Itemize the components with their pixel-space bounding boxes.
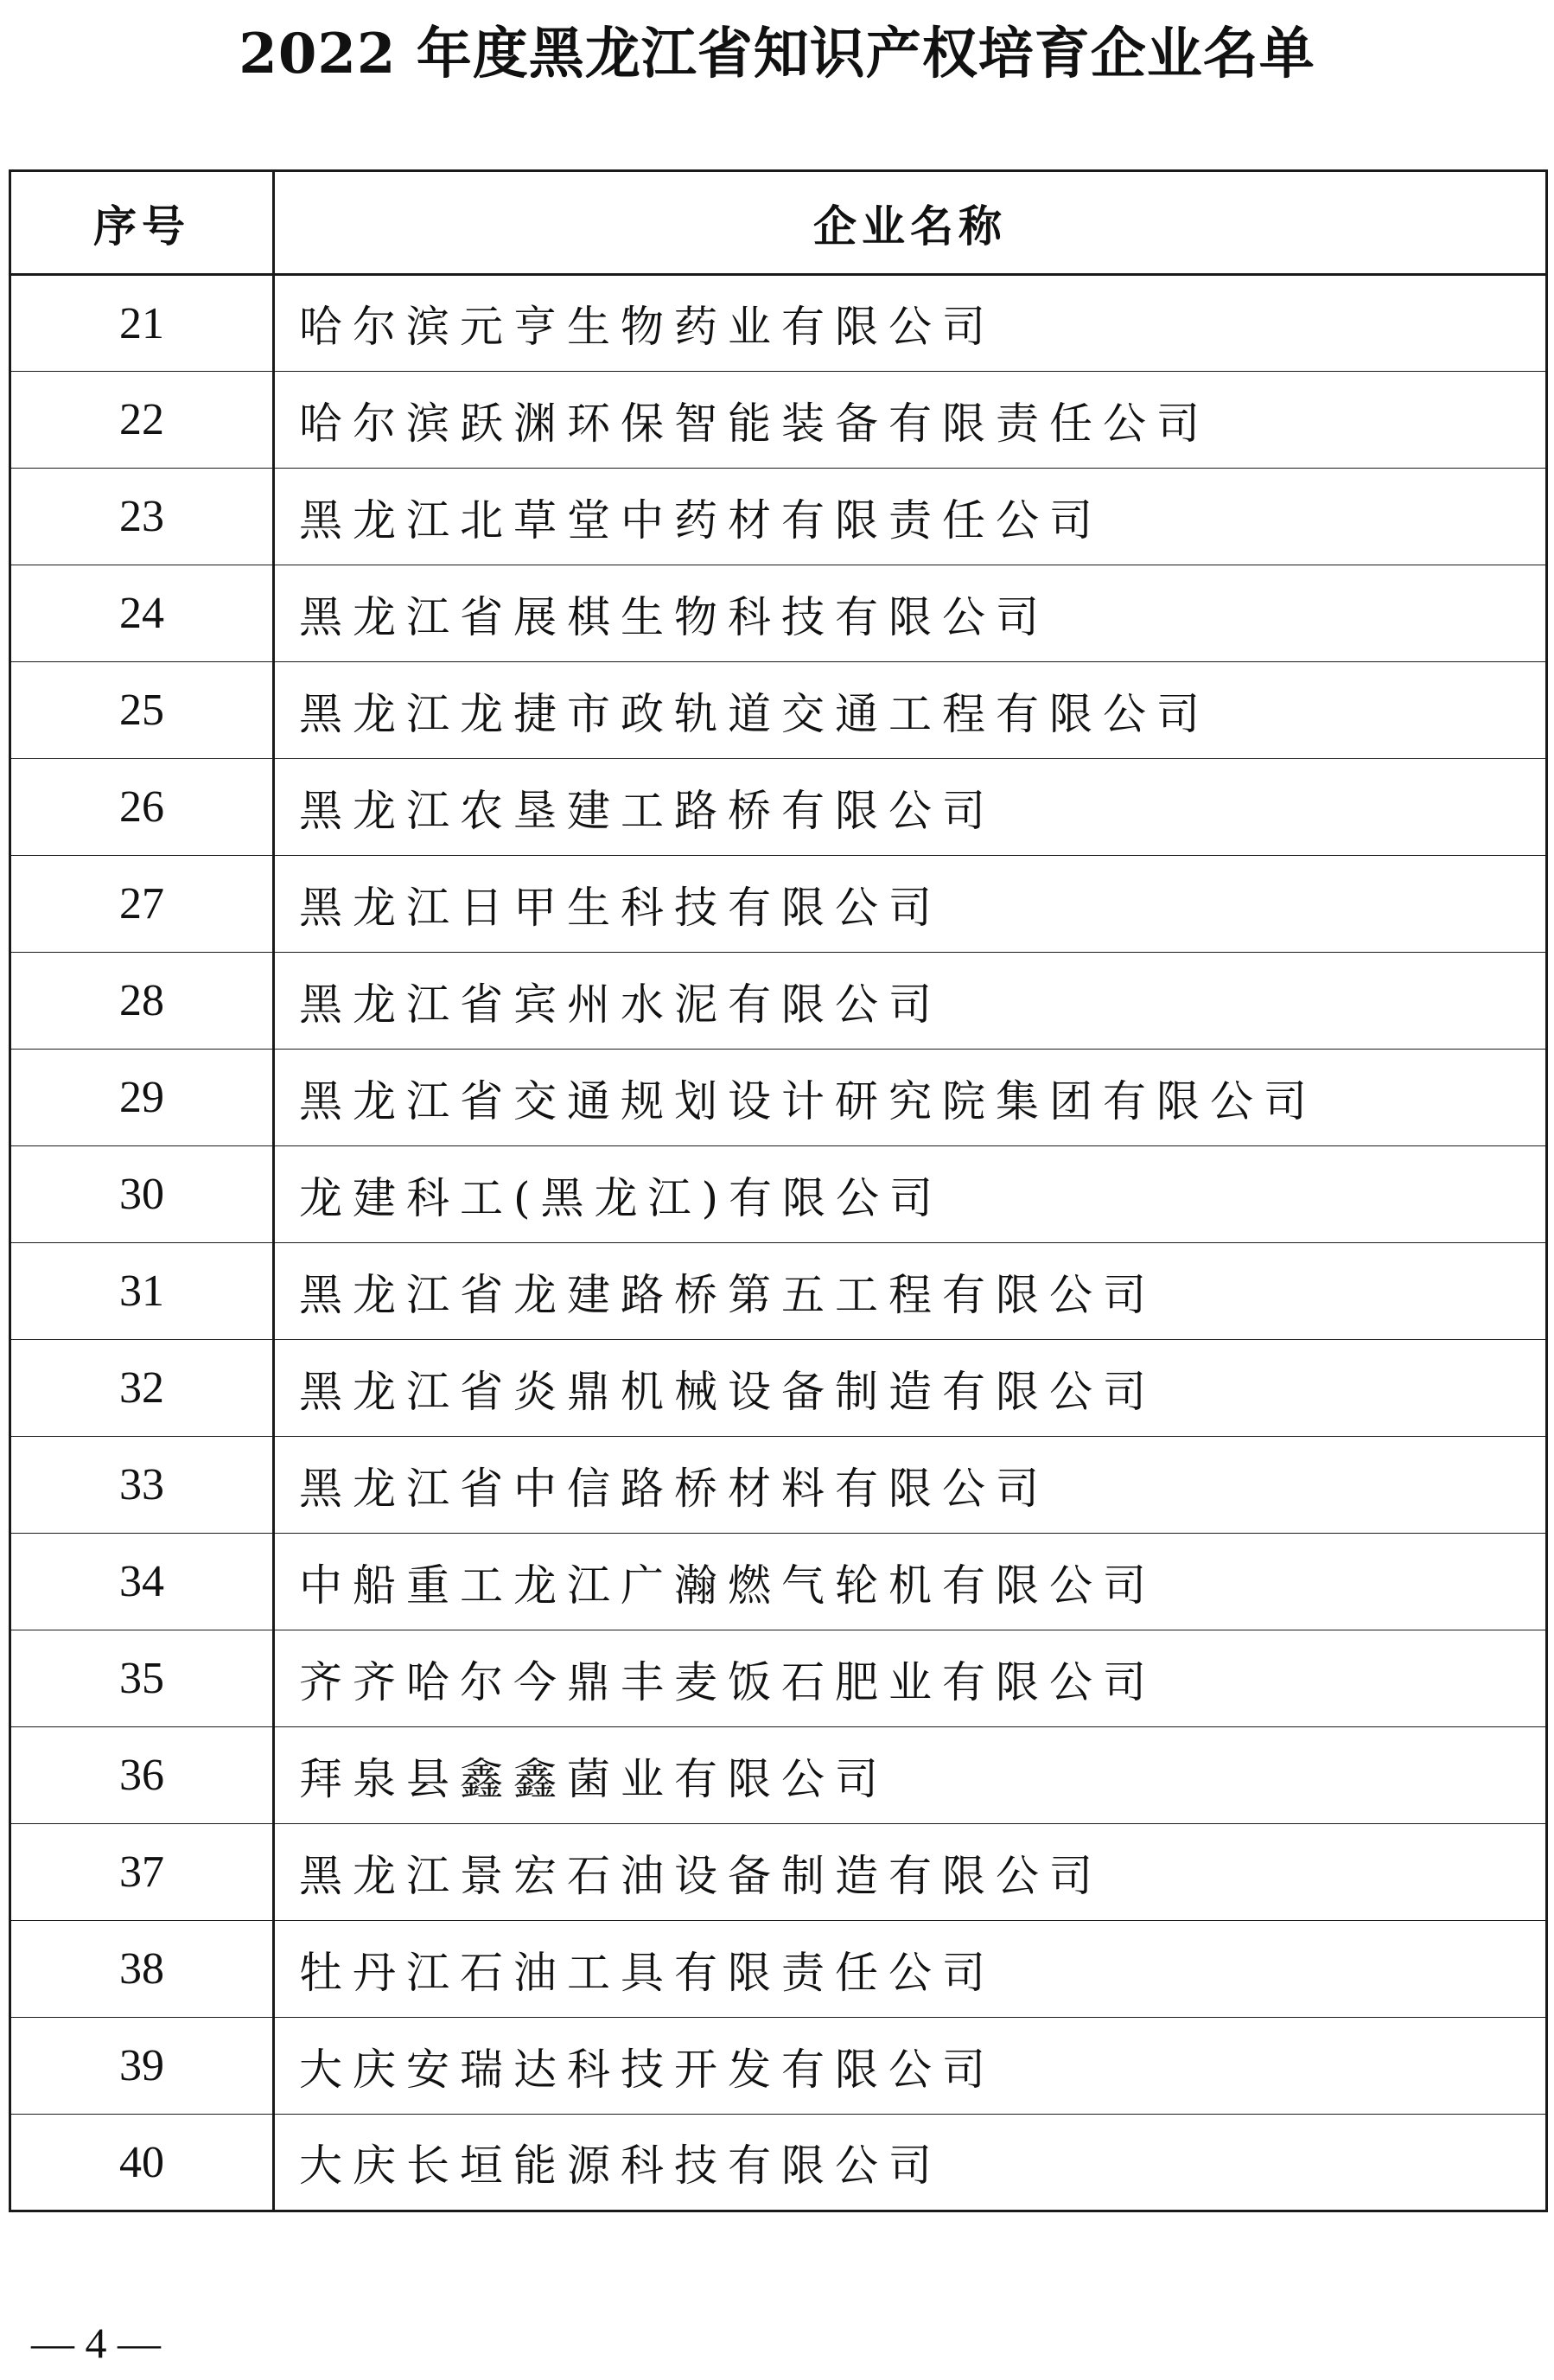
table-row [10, 1340, 1547, 1437]
table-row [10, 759, 1547, 856]
row-company-name: 大庆安瑞达科技开发有限公司 [274, 2018, 1547, 2115]
table-row [10, 2115, 1547, 2211]
row-seq: 23 [10, 469, 274, 565]
row-seq: 30 [10, 1146, 274, 1243]
row-seq: 36 [10, 1727, 274, 1824]
table-row [10, 372, 1547, 469]
table-row [10, 1921, 1547, 2018]
row-company-name: 黑龙江龙捷市政轨道交通工程有限公司 [274, 662, 1547, 759]
table-row [10, 469, 1547, 565]
row-company-name: 黑龙江省炎鼎机械设备制造有限公司 [274, 1340, 1547, 1437]
row-company-name: 黑龙江日甲生科技有限公司 [274, 856, 1547, 953]
row-company-name: 黑龙江省宾州水泥有限公司 [274, 953, 1547, 1050]
row-seq: 38 [10, 1921, 274, 2018]
table-row [10, 1050, 1547, 1146]
row-seq: 29 [10, 1050, 274, 1146]
table-row [10, 1437, 1547, 1534]
row-seq: 33 [10, 1437, 274, 1534]
row-seq: 31 [10, 1243, 274, 1340]
row-seq: 40 [10, 2115, 274, 2211]
header-seq: 序号 [10, 171, 274, 275]
row-company-name: 黑龙江省龙建路桥第五工程有限公司 [274, 1243, 1547, 1340]
row-seq: 21 [10, 275, 274, 372]
table-row [10, 1824, 1547, 1921]
page-title: 2022 年度黑龙江省知识产权培育企业名单 [239, 22, 1315, 86]
row-company-name: 齐齐哈尔今鼎丰麦饭石肥业有限公司 [274, 1630, 1547, 1727]
table-row [10, 953, 1547, 1050]
page-number: — 4 — [31, 2319, 161, 2367]
row-company-name: 黑龙江省中信路桥材料有限公司 [274, 1437, 1547, 1534]
table-header-row [10, 171, 1547, 275]
row-company-name: 黑龙江景宏石油设备制造有限公司 [274, 1824, 1547, 1921]
row-company-name: 哈尔滨元亨生物药业有限公司 [274, 275, 1547, 372]
row-company-name: 龙建科工(黑龙江)有限公司 [274, 1146, 1547, 1243]
row-company-name: 黑龙江省交通规划设计研究院集团有限公司 [274, 1050, 1547, 1146]
table-row [10, 1534, 1547, 1630]
header-name: 企业名称 [274, 171, 1547, 275]
table-row [10, 2018, 1547, 2115]
row-company-name: 拜泉县鑫鑫菌业有限公司 [274, 1727, 1547, 1824]
row-company-name: 哈尔滨跃渊环保智能装备有限责任公司 [274, 372, 1547, 469]
row-seq: 28 [10, 953, 274, 1050]
row-seq: 34 [10, 1534, 274, 1630]
row-company-name: 黑龙江农垦建工路桥有限公司 [274, 759, 1547, 856]
row-seq: 26 [10, 759, 274, 856]
table-row [10, 856, 1547, 953]
row-company-name: 中船重工龙江广瀚燃气轮机有限公司 [274, 1534, 1547, 1630]
table-row [10, 1630, 1547, 1727]
row-company-name: 大庆长垣能源科技有限公司 [274, 2115, 1547, 2211]
row-seq: 32 [10, 1340, 274, 1437]
row-seq: 37 [10, 1824, 274, 1921]
row-company-name: 黑龙江省展棋生物科技有限公司 [274, 565, 1547, 662]
table-row [10, 662, 1547, 759]
row-seq: 24 [10, 565, 274, 662]
table-row [10, 1146, 1547, 1243]
row-seq: 22 [10, 372, 274, 469]
table-row [10, 275, 1547, 372]
row-company-name: 牡丹江石油工具有限责任公司 [274, 1921, 1547, 2018]
row-seq: 35 [10, 1630, 274, 1727]
row-seq: 39 [10, 2018, 274, 2115]
row-seq: 27 [10, 856, 274, 953]
table-row [10, 565, 1547, 662]
table-row [10, 1243, 1547, 1340]
table-row [10, 1727, 1547, 1824]
row-company-name: 黑龙江北草堂中药材有限责任公司 [274, 469, 1547, 565]
enterprise-list-table [9, 169, 1548, 2212]
row-seq: 25 [10, 662, 274, 759]
